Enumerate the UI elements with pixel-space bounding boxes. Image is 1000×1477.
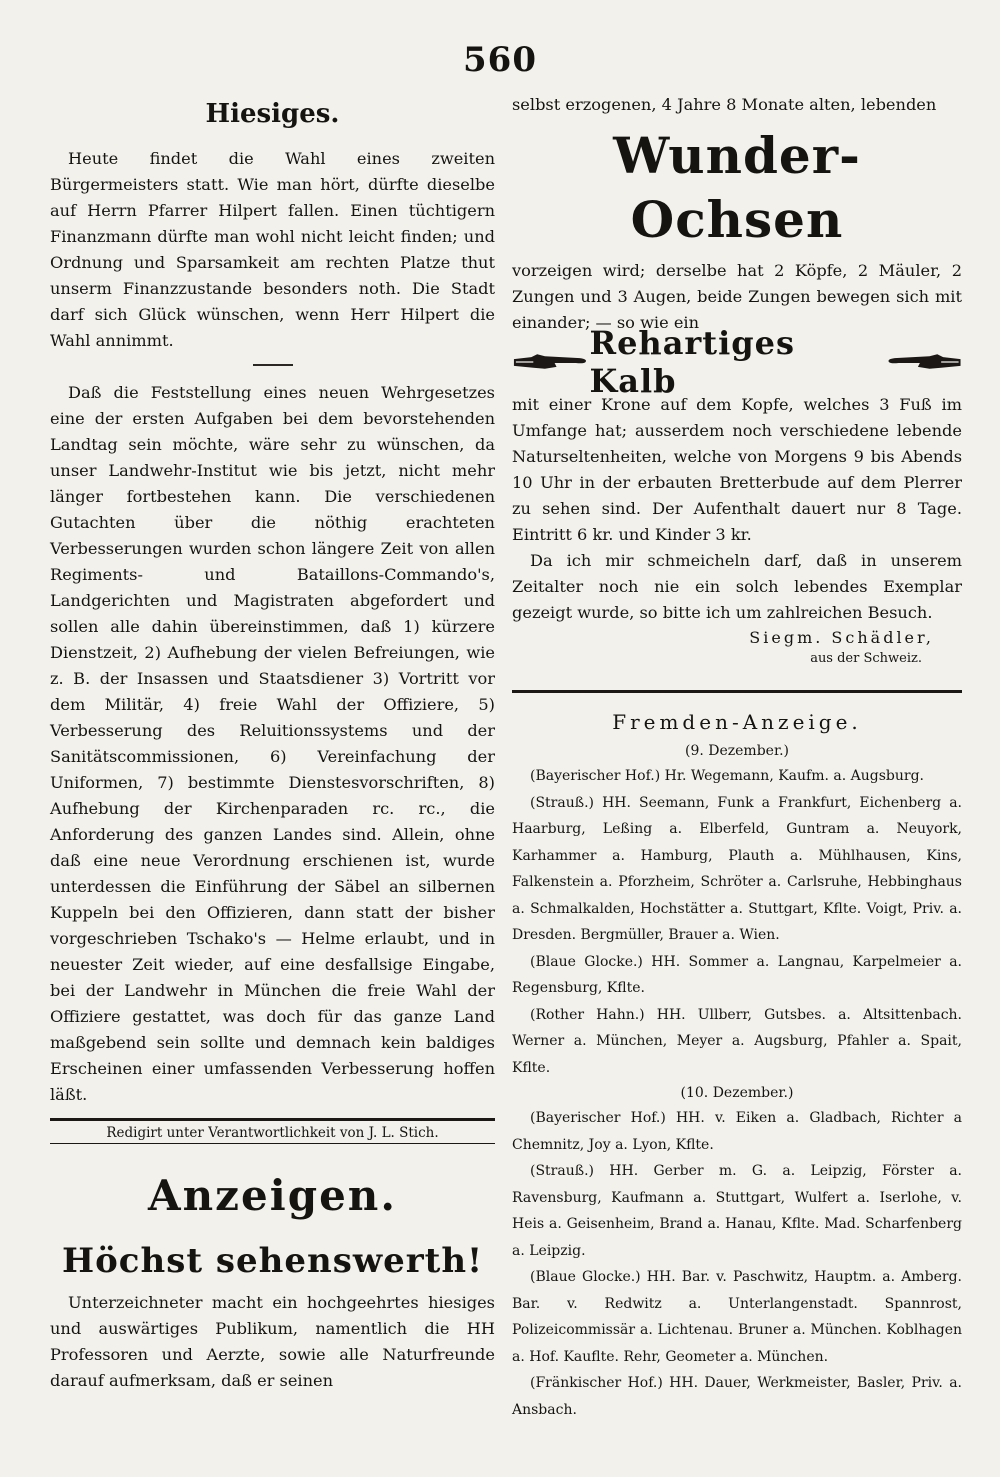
- heading-wunder-ochsen: Wunder-Ochsen: [613, 126, 861, 249]
- visitor-entry: (Blaue Glocke.) HH. Sommer a. Langnau, Karpelmeier a. Regensburg, Kflte.: [512, 953, 962, 996]
- editor-line: [50, 1118, 495, 1144]
- right-column: [512, 92, 962, 1423]
- heading-fremden-anzeige: Fremden-Anzeige.: [612, 710, 862, 734]
- visitor-entry: (Rother Hahn.) HH. Ullberr, Gutsbes. a. Altsittenbach. Werner a. München, Meyer a. Augsburg, Pfahler a. Spait, Kflte.: [512, 1006, 962, 1076]
- ad-kalb-description: mit einer Krone auf dem Kopfe, welches 3 Fuß im Umfange hat; ausserdem noch verschiedene lebende Naturseltenheiten, welche von Morgens 9 bis Abends 10 Uhr in der erbauten Bretterbude auf dem Plerrer zu sehen sind. Der Aufenthalt dauert nur 8 Tage. Eintritt 6 kr. und Kinder 3 kr.: [512, 395, 962, 544]
- kalb-heading-row: [512, 324, 962, 400]
- heading-hoechst-sehenswerth: Höchst sehenswerth!: [61, 1241, 484, 1281]
- left-column: [50, 92, 495, 1394]
- article-buergermeister: Heute findet die Wahl eines zweiten Bürgermeisters statt. Wie man hört, dürfte dieselbe auf Herrn Pfarrer Hilpert fallen. Einen tüchtigern Finanzmann dürfte man wohl nicht leicht finden; und Ordnung und Sparsamkeit am rechten Platze thut unserm Finanzzustande besonders noth. Die Stadt darf sich Glück wünschen, wenn Herr Hilpert die Wahl annimmt.: [50, 149, 495, 350]
- heading-hiesiges: Hiesiges.: [205, 99, 340, 129]
- visitor-list-2: [512, 1105, 962, 1423]
- signature-origin: aus der Schweiz.: [810, 651, 922, 666]
- pointing-hand-right-icon: [512, 351, 589, 373]
- separator-rule: [253, 364, 293, 366]
- section-rule: [512, 690, 962, 693]
- date-heading: (9. Dezember.): [684, 743, 790, 759]
- signature: Siegm. Schädler,: [749, 628, 934, 647]
- visitor-entry: (Blaue Glocke.) HH. Bar. v. Paschwitz, Hauptm. a. Amberg. Bar. v. Redwitz a. Unterlangenstadt. Spannrost, Polizeicommissär a. Lichtenau. Bruner a. München. Koblhagen a. Hof. Kauflte. Rehr, Geometer a. München.: [512, 1269, 962, 1365]
- page-number: 560: [463, 40, 537, 80]
- ad-intro-text: Unterzeichneter macht ein hochgeehrtes hiesiges und auswärtiges Publikum, namentlich die HH Professoren und Aerzte, sowie alle Naturfreunde darauf aufmerksam, daß er seinen: [50, 1293, 495, 1390]
- visitor-entry: (Strauß.) HH. Seemann, Funk a Frankfurt, Eichenberg a. Haarburg, Leßing a. Elberfeld, Guntram a. Neuyork, Karhammer a. Hamburg, Plauth a. Mühlhausen, Kins, Falkenstein a. Pforzheim, Schröter a. Carlsruhe, Hebbinghaus a. Schmalkalden, Hochstätter a. Stuttgart, Kflte. Voigt, Priv. a. Dresden. Bergmüller, Brauer a. Wien.: [512, 794, 962, 943]
- visitor-entry: (Fränkischer Hof.) HH. Dauer, Werkmeister, Basler, Priv. a. Ansbach.: [512, 1375, 962, 1418]
- ad-continuation-text: selbst erzogenen, 4 Jahre 8 Monate alten, lebenden: [512, 95, 937, 114]
- ad-closing-text: Da ich mir schmeicheln darf, daß in unserem Zeitalter noch nie ein solch lebendes Exemplar gezeigt wurde, so bitte ich um zahlreichen Besuch.: [512, 551, 962, 622]
- visitor-entry: (Bayerischer Hof.) HH. v. Eiken a. Gladbach, Richter a Chemnitz, Joy a. Lyon, Kflte.: [512, 1110, 962, 1153]
- visitor-entry: (Bayerischer Hof.) Hr. Wegemann, Kaufm. a. Augsburg.: [530, 768, 924, 784]
- heading-rehartiges-kalb: Rehartiges Kalb: [589, 324, 795, 400]
- ad-ochsen-description: vorzeigen wird; derselbe hat 2 Köpfe, 2 Mäuler, 2 Zungen und 3 Augen, beide Zungen bewegen sich mit einander; — so wie ein: [512, 261, 962, 332]
- visitor-list-1: [512, 763, 962, 1081]
- date-heading: (10. Dezember.): [680, 1085, 794, 1101]
- pointing-hand-left-icon: [885, 351, 962, 373]
- editor-text: Redigirt unter Verantwortlichkeit von J. L. Stich.: [106, 1125, 439, 1141]
- heading-anzeigen: Anzeigen.: [148, 1171, 397, 1220]
- visitor-entry: (Strauß.) HH. Gerber m. G. a. Leipzig, Förster a. Ravensburg, Kaufmann a. Stuttgart, Wulfert a. Iserlohe, v. Heis a. Geisenheim, Brand a. Hanau, Kflte. Mad. Scharfenberg a. Leipzig.: [512, 1163, 962, 1259]
- article-wehrgesetz: Daß die Feststellung eines neuen Wehrgesetzes eine der ersten Aufgaben bei dem bevorstehenden Landtag sein möchte, wäre sehr zu wünschen, da unser Landwehr-Institut wie bis jetzt, nicht mehr länger fortbestehen kann. Die verschiedenen Gutachten über die nöthig erachteten Verbesserungen wurden schon längere Zeit von allen Regiments- und Bataillons-Commando's, Landgerichten und Magistraten abgefordert und sollen alle dahin übereinstimmen, daß 1) kürzere Dienstzeit, 2) Aufhebung der vielen Befreiungen, wie z. B. der Insassen und Staatsdiener 3) Vortritt vor dem Militär, 4) freie Wahl der Offiziere, 5) Verbesserung des Reluitionssystems und der Sanitätscommissionen, 6) Vereinfachung der Uniformen, 7) bestimmte Dienstesvorschriften, 8) Aufhebung der Kirchenparaden rc. rc., die Anforderung des ganzen Landes sind. Allein, ohne daß eine neue Verordnung erschienen ist, wurde unterdessen die Einführung der Säbel an silbernen Kuppeln bei den Offizieren, dann statt der bisher vorgeschrieben Tschako's — Helme erlaubt, und in neuester Zeit wieder, auf eine desfallsige Eingabe, bei der Landwehr in München die freie Wahl der Offiziere gestattet, was doch für das ganze Land maßgebend sein sollte und demnach kein baldiges Erscheinen einer umfassenden Verbesserung hoffen läßt.: [50, 383, 495, 1104]
